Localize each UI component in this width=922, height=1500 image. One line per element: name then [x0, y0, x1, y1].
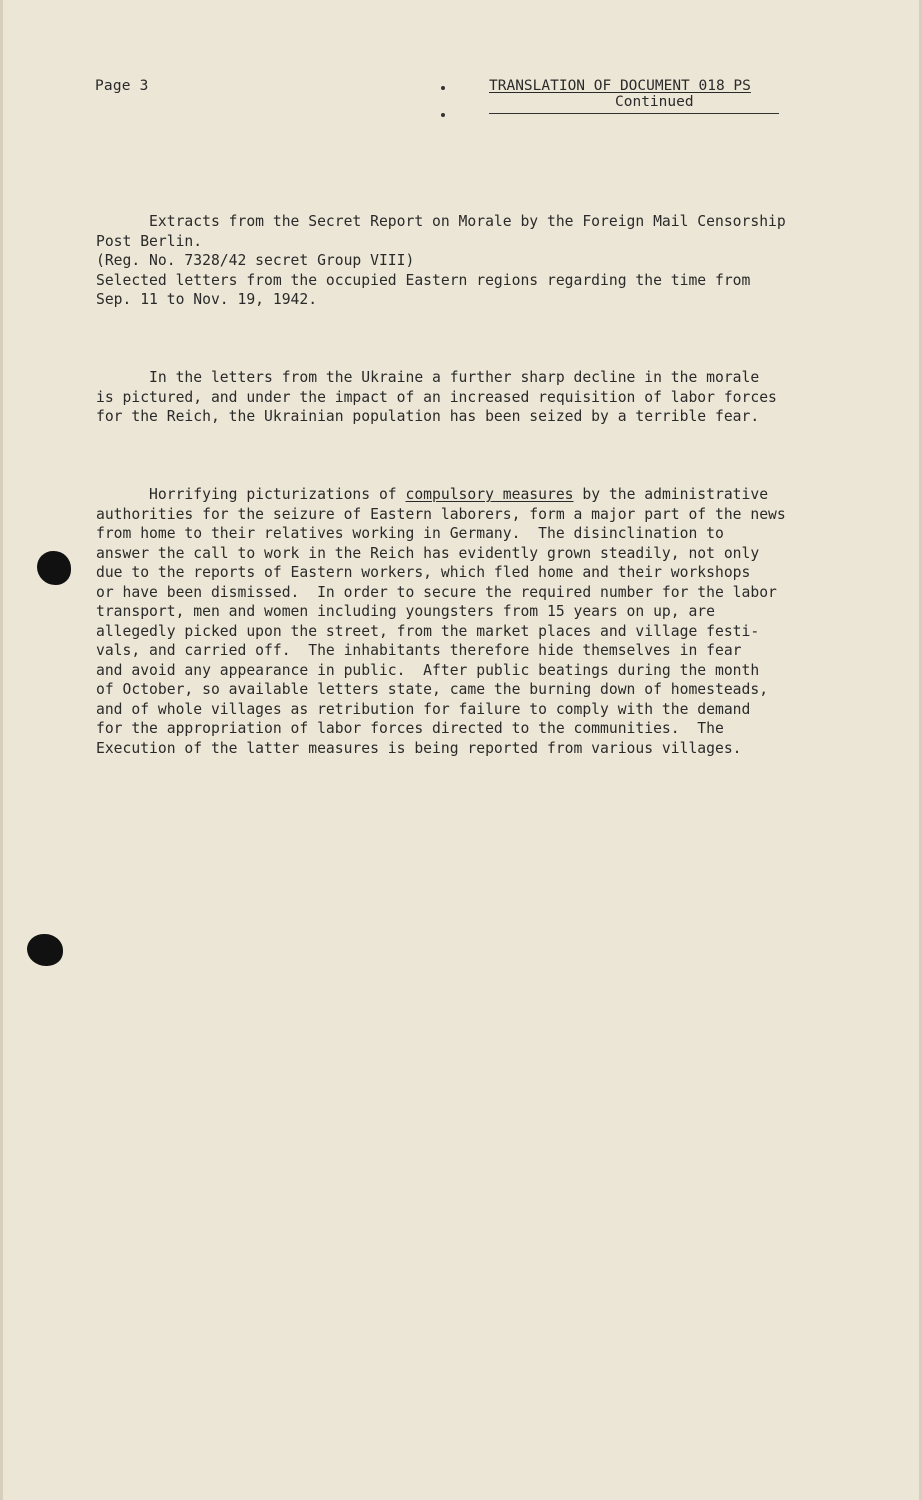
- document-subtitle: Continued: [489, 94, 779, 114]
- text-line: Post Berlin.: [96, 232, 203, 250]
- punch-hole-upper: [37, 551, 71, 585]
- page-number: Page 3: [95, 78, 149, 94]
- document-body: [96, 173, 856, 817]
- document-header: [489, 78, 779, 114]
- document-title: TRANSLATION OF DOCUMENT 018 PS: [489, 78, 751, 94]
- text-line: for the Reich, the Ukrainian population has been seized by a terrible fear.: [96, 408, 760, 425]
- underlined-phrase: compulsory measures: [405, 486, 574, 503]
- text-line: allegedly picked upon the street, from the market places and village festi-: [96, 622, 760, 640]
- intro-paragraph: [96, 212, 856, 310]
- text-line: due to the reports of Eastern workers, which fled home and their workshops: [96, 564, 751, 581]
- text-line: Execution of the latter measures is being reported from various villages.: [96, 739, 742, 757]
- text-line: answer the call to work in the Reich has evidently grown steadily, not only: [96, 544, 760, 562]
- text-line: Sep. 11 to Nov. 19, 1942.: [96, 291, 318, 308]
- text-line: Horrifying picturizations of: [96, 486, 406, 503]
- punch-hole-lower: [27, 934, 63, 966]
- text-line: vals, and carried off. The inhabitants therefore hide themselves in fear: [96, 642, 742, 659]
- paragraph-compulsory-measures: [96, 485, 856, 758]
- text-line: or have been dismissed. In order to secure the required number for the labor: [96, 583, 777, 601]
- paragraph-ukraine-morale: [96, 368, 856, 427]
- text-line: for the appropriation of labor forces directed to the communities. The: [96, 720, 724, 737]
- text-line: (Reg. No. 7328/42 secret Group VIII): [96, 252, 415, 269]
- text-line: transport, men and women including youngsters from 15 years on up, are: [96, 603, 715, 620]
- typed-dot: [441, 86, 445, 90]
- text-line: is pictured, and under the impact of an increased requisition of labor forces: [96, 388, 777, 406]
- text-line: and avoid any appearance in public. After public beatings during the month: [96, 661, 760, 679]
- text-line: from home to their relatives working in Germany. The disinclination to: [96, 525, 724, 542]
- text-line: authorities for the seizure of Eastern laborers, form a major part of the news: [96, 505, 786, 523]
- text-line: Extracts from the Secret Report on Morale by the Foreign Mail Censorship: [96, 213, 786, 230]
- text-line: and of whole villages as retribution for failure to comply with the demand: [96, 700, 751, 718]
- text-line: of October, so available letters state, came the burning down of homesteads,: [96, 681, 769, 698]
- text-line: by the administrative: [573, 486, 769, 503]
- text-line: Selected letters from the occupied Eastern regions regarding the time from: [96, 271, 751, 289]
- text-line: In the letters from the Ukraine a further sharp decline in the morale: [96, 369, 760, 386]
- typed-dot: [441, 113, 445, 117]
